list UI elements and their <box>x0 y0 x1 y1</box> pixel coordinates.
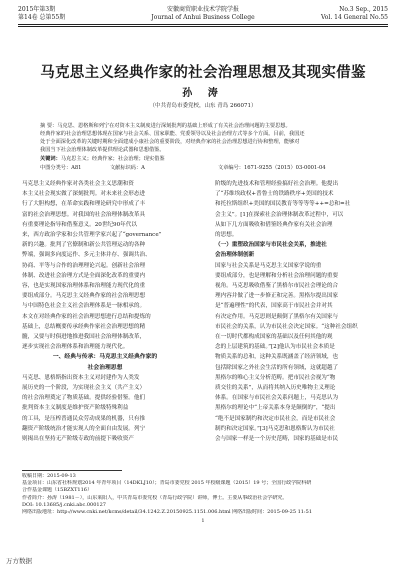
abstract-line: 摘 要：马克思、恩格斯和列宁在对资本主义制度进行深刻批判的基础上形成了有关社会治理问题的主要思想。 <box>40 123 291 129</box>
volume-cn: 第14卷 总第55期 <box>18 14 66 21</box>
issue-en: No.3 Sep., 2015 <box>339 6 388 13</box>
left-column <box>22 179 188 444</box>
body-line: 理内容并做了进一步修正和完善。黑格尔提出国家 <box>215 293 339 300</box>
clc-number: 中图分类号：A81 <box>40 165 82 171</box>
body-line: 物质关系的总和，这种关系既涵盖了经济领域，也 <box>215 354 339 361</box>
section-heading-cont: 社会治理思想 <box>87 364 123 371</box>
body-line: 翻资产阶级统治才能实现人的全面自由发展。列宁 <box>22 425 146 432</box>
body-line: 批判资本主义制度是维护资产阶级特殊利益 <box>22 405 129 412</box>
body-line: 念的上层建筑的基础。”[2]他认为市民社会本质是 <box>215 344 335 351</box>
abstract-line: 我国当下社会治理体制改革提供理论武器和思想借鉴。 <box>40 147 165 153</box>
body-line: 市民社会的关系，认为市民社会决定国家。“这种社会组织 <box>215 323 358 330</box>
page-number: 1 <box>201 518 205 525</box>
body-line: 是“普遍理性”的代表，国家高于市民社会并对其 <box>215 303 333 310</box>
body-line: 协商、平等与合作的治理理论兴起。创新社会治理 <box>22 262 146 269</box>
body-line: 在一切时代都构成国家的基础以及任何其他的观 <box>215 334 333 341</box>
funding-info: 基金项目：山东省社科规划2014 年青年项目（14DKLJ10）；青岛市委党校 2015 年校级课题（2015）19 号；全国行政学院科研 <box>22 480 312 487</box>
body-line: 有重要理论指导和借鉴意义。20世纪90年代以 <box>22 221 137 228</box>
keywords: 马克思主义；经典作家；社会治理；现实借鉴 <box>60 156 165 162</box>
body-line: 有决定作用。马克思则是颠倒了黑格尔有关国家与 <box>215 313 339 320</box>
body-line: 本文在对经典作家的社会治理思想进行总结和提炼的 <box>22 313 151 320</box>
body-line: 包括除国家之外社会生活的所有领域，这就超越了 <box>215 364 339 371</box>
funding-info-cont: 合作基金课题（15BZXT116） <box>22 487 92 494</box>
footnotes <box>22 473 384 525</box>
body-line: 国家与社会关系是马克思主义国家学说的重 <box>215 262 322 269</box>
body-line: 新的兴趣。批判了官僚制和新公共管理运动的各种 <box>22 242 146 249</box>
body-line: 要组成部分，也是理解和分析社会治理问题的重要 <box>215 272 339 279</box>
body-line: “绝不是国家制约和决定市民社会，而是市民社会 <box>215 415 336 422</box>
body-line: 基础上，总结概要传承经典作家社会治理思想的精 <box>22 323 146 330</box>
body-line: 制约和决定国家。”[3]马克思和恩格斯认为市民社 <box>215 425 335 432</box>
body-line: 的工具，是压榨普通民众劳动成果的机器，只有推 <box>22 415 146 422</box>
body-line: 富的社会治理思想。对我国的社会治理体制改革具 <box>22 211 146 218</box>
body-line: 髓，又要与时俱进地推进我国社会治理体制改革， <box>22 334 146 341</box>
doi: DOI: 10.13685/j.cnki.abc.000127 <box>22 501 106 508</box>
body-line: 体系。在国家与市民社会关系问题上，马克思认为 <box>215 395 339 402</box>
section-heading: 一、经典与传承：马克思主义经典作家的 <box>52 354 158 361</box>
body-line: 的社会治理奠定了物质基础。提供经验借鉴。他们 <box>22 395 146 402</box>
body-line: 会主义”。[1]在探索社会治理体制改革过程中，可以 <box>215 211 344 218</box>
database-watermark: 万方数据 <box>6 557 32 565</box>
keywords-line <box>40 155 366 163</box>
body-line: 黑格尔的理论中“上帝关系本身是颠倒的”，“提出 <box>215 405 336 412</box>
abstract-line: 经典作家的社会治理思想体现在国家与社会关系、国家职能、党委领导以及社会治理方式等多个方面。目前，我国还 <box>40 131 305 137</box>
received-date: 收稿日期：2015-09-13 <box>22 473 76 479</box>
subsection-heading: （一）重塑政治国家与市民社会关系，推进社 <box>215 242 327 249</box>
journal-name-cn: 安徽商贸职业技术学院学报 <box>166 6 239 13</box>
issue-cn: 2015年第3期 <box>18 6 56 13</box>
author-affiliation: （中共青岛市委党校，山东 青岛 266071） <box>149 103 257 109</box>
body-line: 和托拉斯组织+美国的国民教育等等等等++=总和=社 <box>215 201 351 208</box>
footnote-rule <box>22 470 122 471</box>
right-column <box>215 179 381 444</box>
body-line: 了“苏维埃政权+普鲁士的铁路秩序+美国的技术 <box>215 191 334 198</box>
keywords-label: 关键词： <box>40 156 61 162</box>
body-line: 视角。马克思吸收借鉴了黑格尔市民社会理论的合 <box>215 283 339 290</box>
body-line: 本主义社会现实做了深刻批判。对未来社会形态进 <box>22 191 146 198</box>
body-line: 容，也是实现国家治理体系和治理能力现代化的重 <box>22 283 146 290</box>
body-line: 来，西方政治学家和公共管理学家兴起了“governance” <box>22 232 162 239</box>
body-line: 弊端，强调多向度运作、多元主体并存、强调共治、 <box>22 252 151 259</box>
paper-title: 马克思主义经典作家的社会治理思想及其现实借鉴 <box>40 65 366 81</box>
body-line: 阶级的先进技术和管理经验搞好社会治理。他提出 <box>215 181 339 187</box>
body-line: 则揭出在坚持无产阶级专政的前提下吸收资产 <box>22 436 134 443</box>
body-line: 要组成部分。马克思主义经典作家的社会治理思想 <box>22 293 146 300</box>
subsection-heading-cont: 会治理体制创新 <box>215 252 255 259</box>
body-line: 从如下几方面吸收和借鉴经典作家有关社会治理 <box>215 221 333 228</box>
body-line: 会与国家一样是一个历史范畴，国家的基础是市民 <box>215 436 339 443</box>
volume-en: Vol. 14 General No.55 <box>321 14 388 21</box>
header-rule <box>18 24 388 25</box>
body-line: 体制、改进社会治理方式是全面深化改革的重要内 <box>22 272 146 279</box>
body-line: 的思想。 <box>215 232 238 239</box>
journal-name-en: Journal of Anhui Business College <box>151 14 255 21</box>
body-line: 马克思主义经典作家对各类社会主义思潮和资 <box>22 181 134 187</box>
body-line: 逐步实现社会治理体系和治理能力现代化。 <box>22 344 129 351</box>
article-number: 文章编号：1671-9255（2015）03-0001-04 <box>218 165 326 171</box>
document-code: 文献标识码：A <box>110 165 145 171</box>
body-line: 马克思、恩格斯指出资本主义对封建作为人类发 <box>22 374 140 381</box>
body-line: 黑格尔的唯心主义分析范畴。把市民社会视为“物 <box>215 374 336 381</box>
body-line: 质交往的关系”，从而将其纳入历史唯物主义理论 <box>215 385 336 392</box>
body-line: 行了大胆构想，在革命实践和理论研究中形成了丰 <box>22 201 146 208</box>
paper-author: 孙 涛 <box>182 88 224 99</box>
author-bio: 作者简介：孙涛（1981－），山东莱阳人，中共青岛市委党校（青岛行政学院）讲师，博士。主要从事政治社会学研究。 <box>22 494 288 501</box>
body-line: 展历史的一个阶段，为实现社会主义（共产主义） <box>22 385 146 392</box>
body-line: 与中国特色社会主义社会治理体系是一脉相承的。 <box>22 303 146 310</box>
online-publication: 网络出版地址：http://www.cnki.net/kcms/detail/34.1242.Z.20150925.1151.006.html 网络出版时间：2015-09-25 11:51 <box>22 509 313 516</box>
header-rule-thin <box>18 26 388 27</box>
abstract-line: 处于全面深化改革的关键时期和全面建成小康社会的重要阶段，对经典作家的社会治理思想进行协和整理，能够对 <box>40 139 300 145</box>
